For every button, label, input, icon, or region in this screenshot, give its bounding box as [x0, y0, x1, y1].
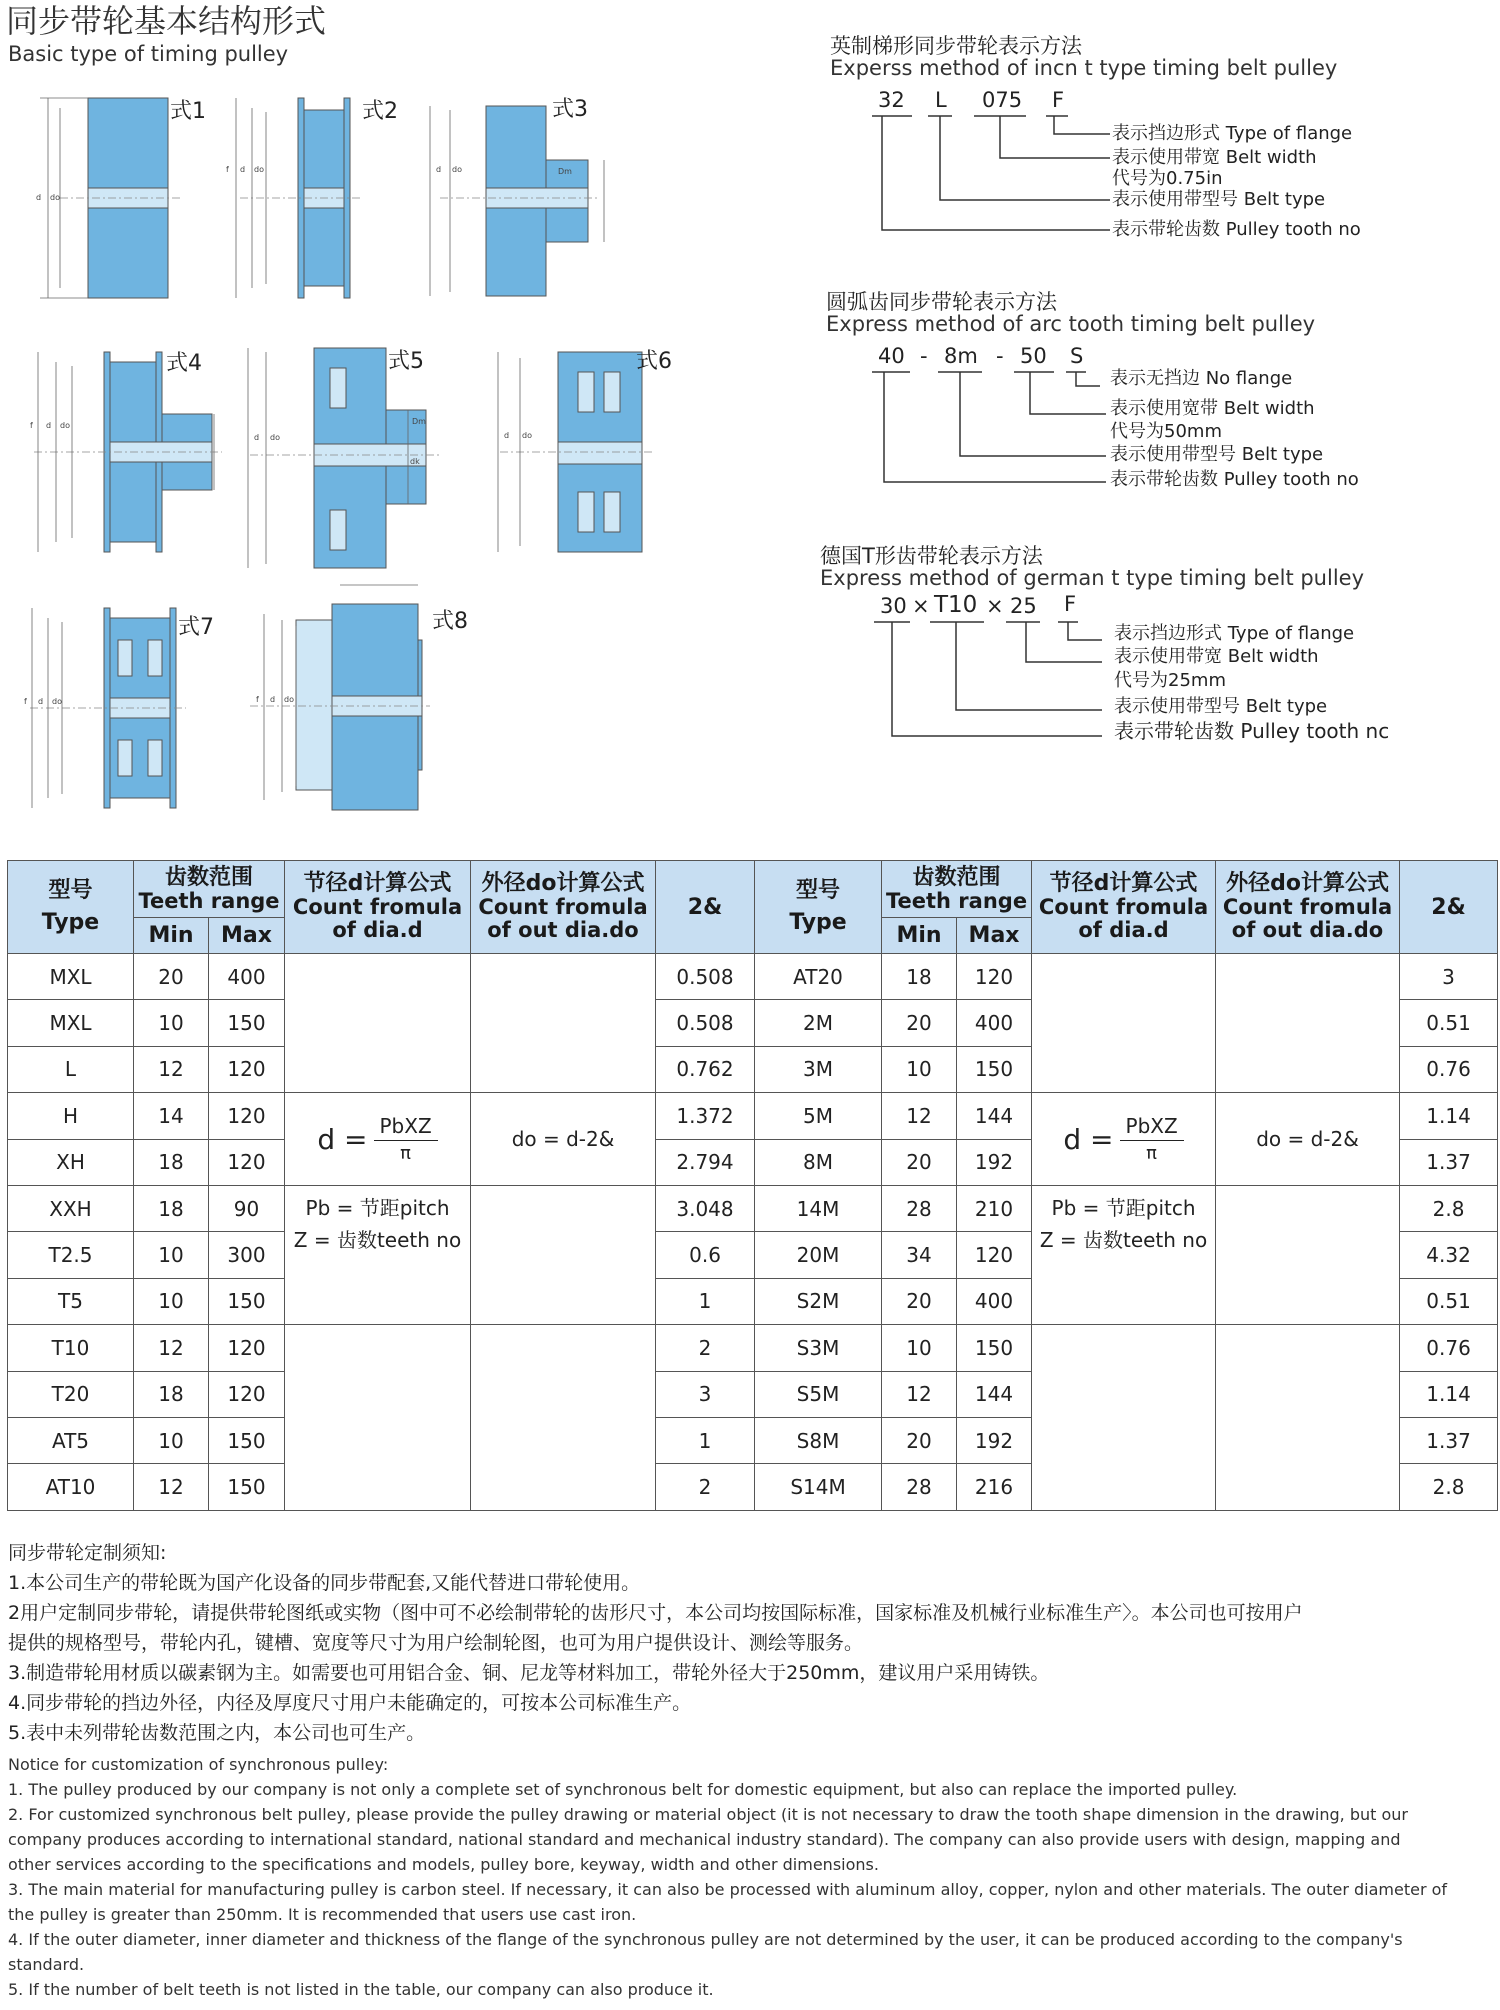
type-cell: S2M: [755, 1278, 882, 1324]
notice-cn-line: 提供的规格型号，带轮内孔，键槽、宽度等尺寸为用户绘制轮图，也可为用户提供设计、测绘等服务。: [8, 1632, 864, 1654]
notice-en-line: the pulley is greater than 250mm. It is recommended that users use cast iron.: [8, 1905, 637, 1924]
two-delta-cell: 0.6: [656, 1232, 755, 1278]
notice-en-line: standard.: [8, 1955, 85, 1974]
two-delta-cell: 0.508: [656, 954, 755, 1000]
diagram-label-4: 式4: [166, 351, 202, 376]
min-cell: 18: [134, 1371, 209, 1417]
max-cell: 150: [209, 1464, 285, 1510]
min-cell: 34: [882, 1232, 957, 1278]
pulley-diagrams: [0, 80, 800, 840]
header-pitch-left: 节径d计算公式 Count fromula of dia.d: [285, 861, 471, 954]
max-cell: 150: [957, 1325, 1032, 1371]
max-cell: 400: [957, 1278, 1032, 1324]
dim-do: do: [50, 193, 60, 202]
notation-arc: 圆弧齿同步带轮表示方法 Express method of arc tooth timing belt pulley 40 - 8m - 50 S 表示无挡边 No flange 表示使用宽带 Belt width 代号为50mm 表示使用带型号 Belt type 表示带轮齿数 Pulley tooth no: [820, 286, 1500, 501]
two-delta-cell: 0.51: [1400, 1278, 1498, 1324]
min-cell: 10: [882, 1325, 957, 1371]
min-cell: 18: [882, 954, 957, 1000]
header-type-right: 型号 Type: [755, 861, 882, 954]
two-delta-cell: 0.76: [1400, 1325, 1498, 1371]
max-cell: 120: [209, 1139, 285, 1185]
type-cell: MXL: [8, 1000, 134, 1046]
header-outer-left: 外径do计算公式 Count fromula of out dia.do: [471, 861, 656, 954]
max-cell: 150: [209, 1417, 285, 1463]
type-cell: AT5: [8, 1417, 134, 1463]
blank-cell: [1216, 1325, 1400, 1511]
max-cell: 144: [957, 1371, 1032, 1417]
max-cell: 150: [957, 1046, 1032, 1092]
two-delta-cell: 0.508: [656, 1000, 755, 1046]
svg-text:do: do: [60, 421, 70, 430]
type-cell: XH: [8, 1139, 134, 1185]
max-cell: 144: [957, 1093, 1032, 1139]
diagram-type-6: [498, 349, 672, 552]
svg-text:d: d: [38, 697, 44, 706]
max-cell: 192: [957, 1139, 1032, 1185]
min-cell: 20: [882, 1278, 957, 1324]
type-cell: T10: [8, 1325, 134, 1371]
notice-en-line: 3. The main material for manufacturing pulley is carbon steel. If necessary, it can also be processed with aluminum alloy, copper, nylon and other materials. The outer diameter of: [8, 1880, 1448, 1899]
notice-en-line: Notice for customization of synchronous pulley:: [8, 1755, 389, 1774]
svg-text:f: f: [30, 421, 33, 430]
svg-text:Dm: Dm: [412, 417, 426, 426]
table-row: [8, 1093, 1498, 1139]
diagram-type-1: [36, 98, 206, 298]
min-cell: 20: [882, 1417, 957, 1463]
notice-en-line: company produces according to international standard, national standard and mechanical industry standard). The company can also provide users with design, mapping and: [8, 1830, 1401, 1849]
notice-en-line: other services according to the specifications and models, pulley bore, keyway, width and other dimensions.: [8, 1855, 879, 1874]
type-cell: AT10: [8, 1464, 134, 1510]
type-cell: S3M: [755, 1325, 882, 1371]
min-cell: 10: [134, 1000, 209, 1046]
type-cell: L: [8, 1046, 134, 1092]
notation-german-title-cn: 德国T形齿带轮表示方法: [820, 544, 1043, 568]
code-flange: F: [1052, 88, 1065, 112]
min-cell: 12: [882, 1093, 957, 1139]
two-delta-cell: 3: [1400, 954, 1498, 1000]
two-delta-cell: 2.8: [1400, 1185, 1498, 1231]
min-cell: 12: [134, 1046, 209, 1092]
notation-imperial: 英制梯形同步带轮表示方法 Experss method of incn t type timing belt pulley 32 L 075 F 表示挡边形式 Type of flange 表示使用带宽 Belt width 代号为0.75in 表示使用带型号 Belt type 表示带轮齿数 Pulley tooth no: [820, 30, 1500, 245]
max-cell: 192: [957, 1417, 1032, 1463]
notation-imperial-title-cn: 英制梯形同步带轮表示方法: [830, 34, 1082, 58]
formula-notes: Pb = 节距pitch Z = 齿数teeth no: [285, 1185, 471, 1324]
min-cell: 10: [882, 1046, 957, 1092]
min-cell: 12: [882, 1371, 957, 1417]
svg-text:d: d: [240, 165, 246, 174]
code-belt-width: 075: [982, 88, 1023, 112]
diagram-type-7: [24, 608, 214, 808]
header-type-left: 型号 Type: [8, 861, 134, 954]
min-cell: 10: [134, 1232, 209, 1278]
diagram-type-5: [248, 348, 440, 568]
two-delta-cell: 1.14: [1400, 1093, 1498, 1139]
header-2delta-left: 2&: [656, 861, 755, 954]
two-delta-cell: 2: [656, 1464, 755, 1510]
type-cell: T2.5: [8, 1232, 134, 1278]
type-cell: XXH: [8, 1185, 134, 1231]
max-cell: 120: [957, 1232, 1032, 1278]
notice-en-line: 5. If the number of belt teeth is not listed in the table, our company can also produce it.: [8, 1980, 714, 1999]
diagram-type-3: [430, 97, 604, 296]
two-delta-cell: 4.32: [1400, 1232, 1498, 1278]
code-belt-type: L: [935, 88, 947, 112]
svg-text:do: do: [254, 165, 264, 174]
svg-text:d: d: [254, 433, 260, 442]
dim-dk: dk: [410, 457, 420, 466]
notation-imperial-title-en: Experss method of incn t type timing belt pulley: [830, 56, 1338, 80]
diagram-label-8: 式8: [432, 609, 468, 634]
two-delta-cell: 2.794: [656, 1139, 755, 1185]
type-cell: T5: [8, 1278, 134, 1324]
notice-cn-line: 同步带轮定制须知:: [8, 1542, 167, 1564]
max-cell: 120: [957, 954, 1032, 1000]
max-cell: 120: [209, 1046, 285, 1092]
diagram-label-7: 式7: [178, 615, 214, 640]
max-cell: 150: [209, 1278, 285, 1324]
blank-cell: [285, 954, 471, 1093]
notation-german-title-en: Express method of german t type timing belt pulley: [820, 566, 1365, 590]
type-cell: H: [8, 1093, 134, 1139]
two-delta-cell: 1: [656, 1417, 755, 1463]
two-delta-cell: 0.762: [656, 1046, 755, 1092]
svg-text:d: d: [46, 421, 52, 430]
notice-en-line: 2. For customized synchronous belt pulley, please provide the pulley drawing or material object (it is not necessary to draw the tooth shape dimension in the drawing, but our: [8, 1805, 1408, 1824]
pitch-formula: d = $\frac{\text{PbXZ}}{\pi}$: [1032, 1093, 1216, 1186]
type-cell: 5M: [755, 1093, 882, 1139]
two-delta-cell: 0.51: [1400, 1000, 1498, 1046]
type-cell: S14M: [755, 1464, 882, 1510]
two-delta-cell: 1.37: [1400, 1139, 1498, 1185]
max-cell: 300: [209, 1232, 285, 1278]
min-cell: 20: [882, 1000, 957, 1046]
header-min-left: Min: [134, 918, 209, 954]
formula-notes: Pb = 节距pitch Z = 齿数teeth no: [1032, 1185, 1216, 1324]
min-cell: 18: [134, 1185, 209, 1231]
two-delta-cell: 2.8: [1400, 1464, 1498, 1510]
notation-german: 德国T形齿带轮表示方法 Express method of german t type timing belt pulley 30 × T10 × 25 F 表示挡边形式 Type of flange 表示使用带宽 Belt width 代号为25mm 表示使用带型号 Belt type 表示带轮齿数 Pulley tooth nc: [820, 540, 1500, 755]
max-cell: 400: [209, 954, 285, 1000]
notice-cn-line: 1.本公司生产的带轮既为国产化设备的同步带配套,又能代替进口带轮使用。: [8, 1572, 641, 1594]
diagram-type-8: [250, 585, 468, 810]
type-cell: MXL: [8, 954, 134, 1000]
type-cell: T20: [8, 1371, 134, 1417]
min-cell: 18: [134, 1139, 209, 1185]
notice-cn-line: 2用户定制同步带轮，请提供带轮图纸或实物（图中可不必绘制带轮的齿形尺寸，本公司均按国际标准，国家标准及机械行业标准生产〉。本公司也可按用户: [8, 1602, 1303, 1624]
svg-text:f: f: [256, 695, 259, 704]
outer-formula: do = d-2&: [1216, 1093, 1400, 1186]
min-cell: 28: [882, 1185, 957, 1231]
max-cell: 150: [209, 1000, 285, 1046]
header-range-left: 齿数范围 Teeth range: [134, 861, 285, 918]
max-cell: 400: [957, 1000, 1032, 1046]
max-cell: 120: [209, 1325, 285, 1371]
blank-cell: [1216, 954, 1400, 1093]
notice-cn-line: 3.制造带轮用材质以碳素钢为主。如需要也可用铝合金、铜、尼龙等材料加工，带轮外径大于250mm，建议用户采用铸铁。: [8, 1662, 1050, 1684]
dim-f: f: [226, 165, 229, 174]
blank-cell: [471, 1325, 656, 1511]
svg-text:d: d: [436, 165, 442, 174]
svg-text:do: do: [522, 431, 532, 440]
header-max-right: Max: [957, 918, 1032, 954]
max-cell: 120: [209, 1371, 285, 1417]
min-cell: 28: [882, 1464, 957, 1510]
max-cell: 90: [209, 1185, 285, 1231]
diagram-label-3: 式3: [552, 97, 588, 122]
type-cell: 8M: [755, 1139, 882, 1185]
header-min-right: Min: [882, 918, 957, 954]
blank-cell: [1032, 954, 1216, 1093]
max-cell: 120: [209, 1093, 285, 1139]
pitch-formula: d = $\frac{\text{PbXZ}}{\pi}$: [285, 1093, 471, 1186]
svg-text:f: f: [24, 697, 27, 706]
type-cell: S5M: [755, 1371, 882, 1417]
two-delta-cell: 3.048: [656, 1185, 755, 1231]
header-max-left: Max: [209, 918, 285, 954]
svg-text:d: d: [504, 431, 510, 440]
min-cell: 10: [134, 1278, 209, 1324]
notice-cn-line: 4.同步带轮的挡边外径，内径及厚度尺寸用户未能确定的，可按本公司标准生产。: [8, 1692, 692, 1714]
min-cell: 12: [134, 1464, 209, 1510]
two-delta-cell: 1.372: [656, 1093, 755, 1139]
min-cell: 20: [134, 954, 209, 1000]
svg-text:do: do: [452, 165, 462, 174]
svg-text:do: do: [270, 433, 280, 442]
diagram-label-5: 式5: [388, 349, 424, 374]
notation-arc-title-cn: 圆弧齿同步带轮表示方法: [826, 290, 1057, 314]
type-cell: 3M: [755, 1046, 882, 1092]
min-cell: 14: [134, 1093, 209, 1139]
customization-notice: [8, 1538, 1492, 2002]
blank-cell: [471, 1185, 656, 1324]
type-cell: AT20: [755, 954, 882, 1000]
max-cell: 210: [957, 1185, 1032, 1231]
diagram-label-2: 式2: [362, 99, 398, 124]
notice-en-line: 1. The pulley produced by our company is not only a complete set of synchronous belt for domestic equipment, but also can replace the imported pulley.: [8, 1780, 1238, 1799]
two-delta-cell: 1.37: [1400, 1417, 1498, 1463]
dim-d: d: [36, 193, 42, 202]
two-delta-cell: 1: [656, 1278, 755, 1324]
diagram-type-4: [30, 351, 222, 552]
type-cell: 14M: [755, 1185, 882, 1231]
min-cell: 12: [134, 1325, 209, 1371]
dim-dm: Dm: [558, 167, 572, 176]
code-tooth-no: 32: [878, 88, 905, 112]
min-cell: 10: [134, 1417, 209, 1463]
svg-text:d: d: [270, 695, 276, 704]
blank-cell: [1216, 1185, 1400, 1324]
header-2delta-right: 2&: [1400, 861, 1498, 954]
header-range-right: 齿数范围 Teeth range: [882, 861, 1032, 918]
two-delta-cell: 1.14: [1400, 1371, 1498, 1417]
type-cell: 20M: [755, 1232, 882, 1278]
pulley-diagrams-svg: [0, 80, 800, 840]
blank-cell: [285, 1325, 471, 1511]
page-subtitle: Basic type of timing pulley: [8, 42, 289, 66]
blank-cell: [1032, 1325, 1216, 1511]
type-cell: 2M: [755, 1000, 882, 1046]
svg-text:do: do: [52, 697, 62, 706]
header-outer-right: 外径do计算公式 Count fromula of out dia.do: [1216, 861, 1400, 954]
table-row: [8, 1325, 1498, 1371]
diagram-label-1: 式1: [170, 99, 206, 124]
page-title: 同步带轮基本结构形式: [6, 2, 327, 40]
table-row: [8, 954, 1498, 1000]
spec-table: [7, 860, 1498, 1511]
header-pitch-right: 节径d计算公式 Count fromula of dia.d: [1032, 861, 1216, 954]
diagram-label-6: 式6: [636, 349, 672, 374]
blank-cell: [471, 954, 656, 1093]
notice-en-line: 4. If the outer diameter, inner diameter and thickness of the flange of the synchronous pulley are not determined by the user, it can be produced according to the company's: [8, 1930, 1403, 1949]
svg-text:do: do: [284, 695, 294, 704]
type-cell: S8M: [755, 1417, 882, 1463]
notation-arc-title-en: Express method of arc tooth timing belt pulley: [826, 312, 1316, 336]
max-cell: 216: [957, 1464, 1032, 1510]
notice-cn-line: 5.表中未列带轮齿数范围之内，本公司也可生产。: [8, 1722, 426, 1744]
two-delta-cell: 3: [656, 1371, 755, 1417]
two-delta-cell: 0.76: [1400, 1046, 1498, 1092]
two-delta-cell: 2: [656, 1325, 755, 1371]
min-cell: 20: [882, 1139, 957, 1185]
diagram-type-2: [226, 98, 398, 298]
outer-formula: do = d-2&: [471, 1093, 656, 1186]
table-row: [8, 1185, 1498, 1231]
